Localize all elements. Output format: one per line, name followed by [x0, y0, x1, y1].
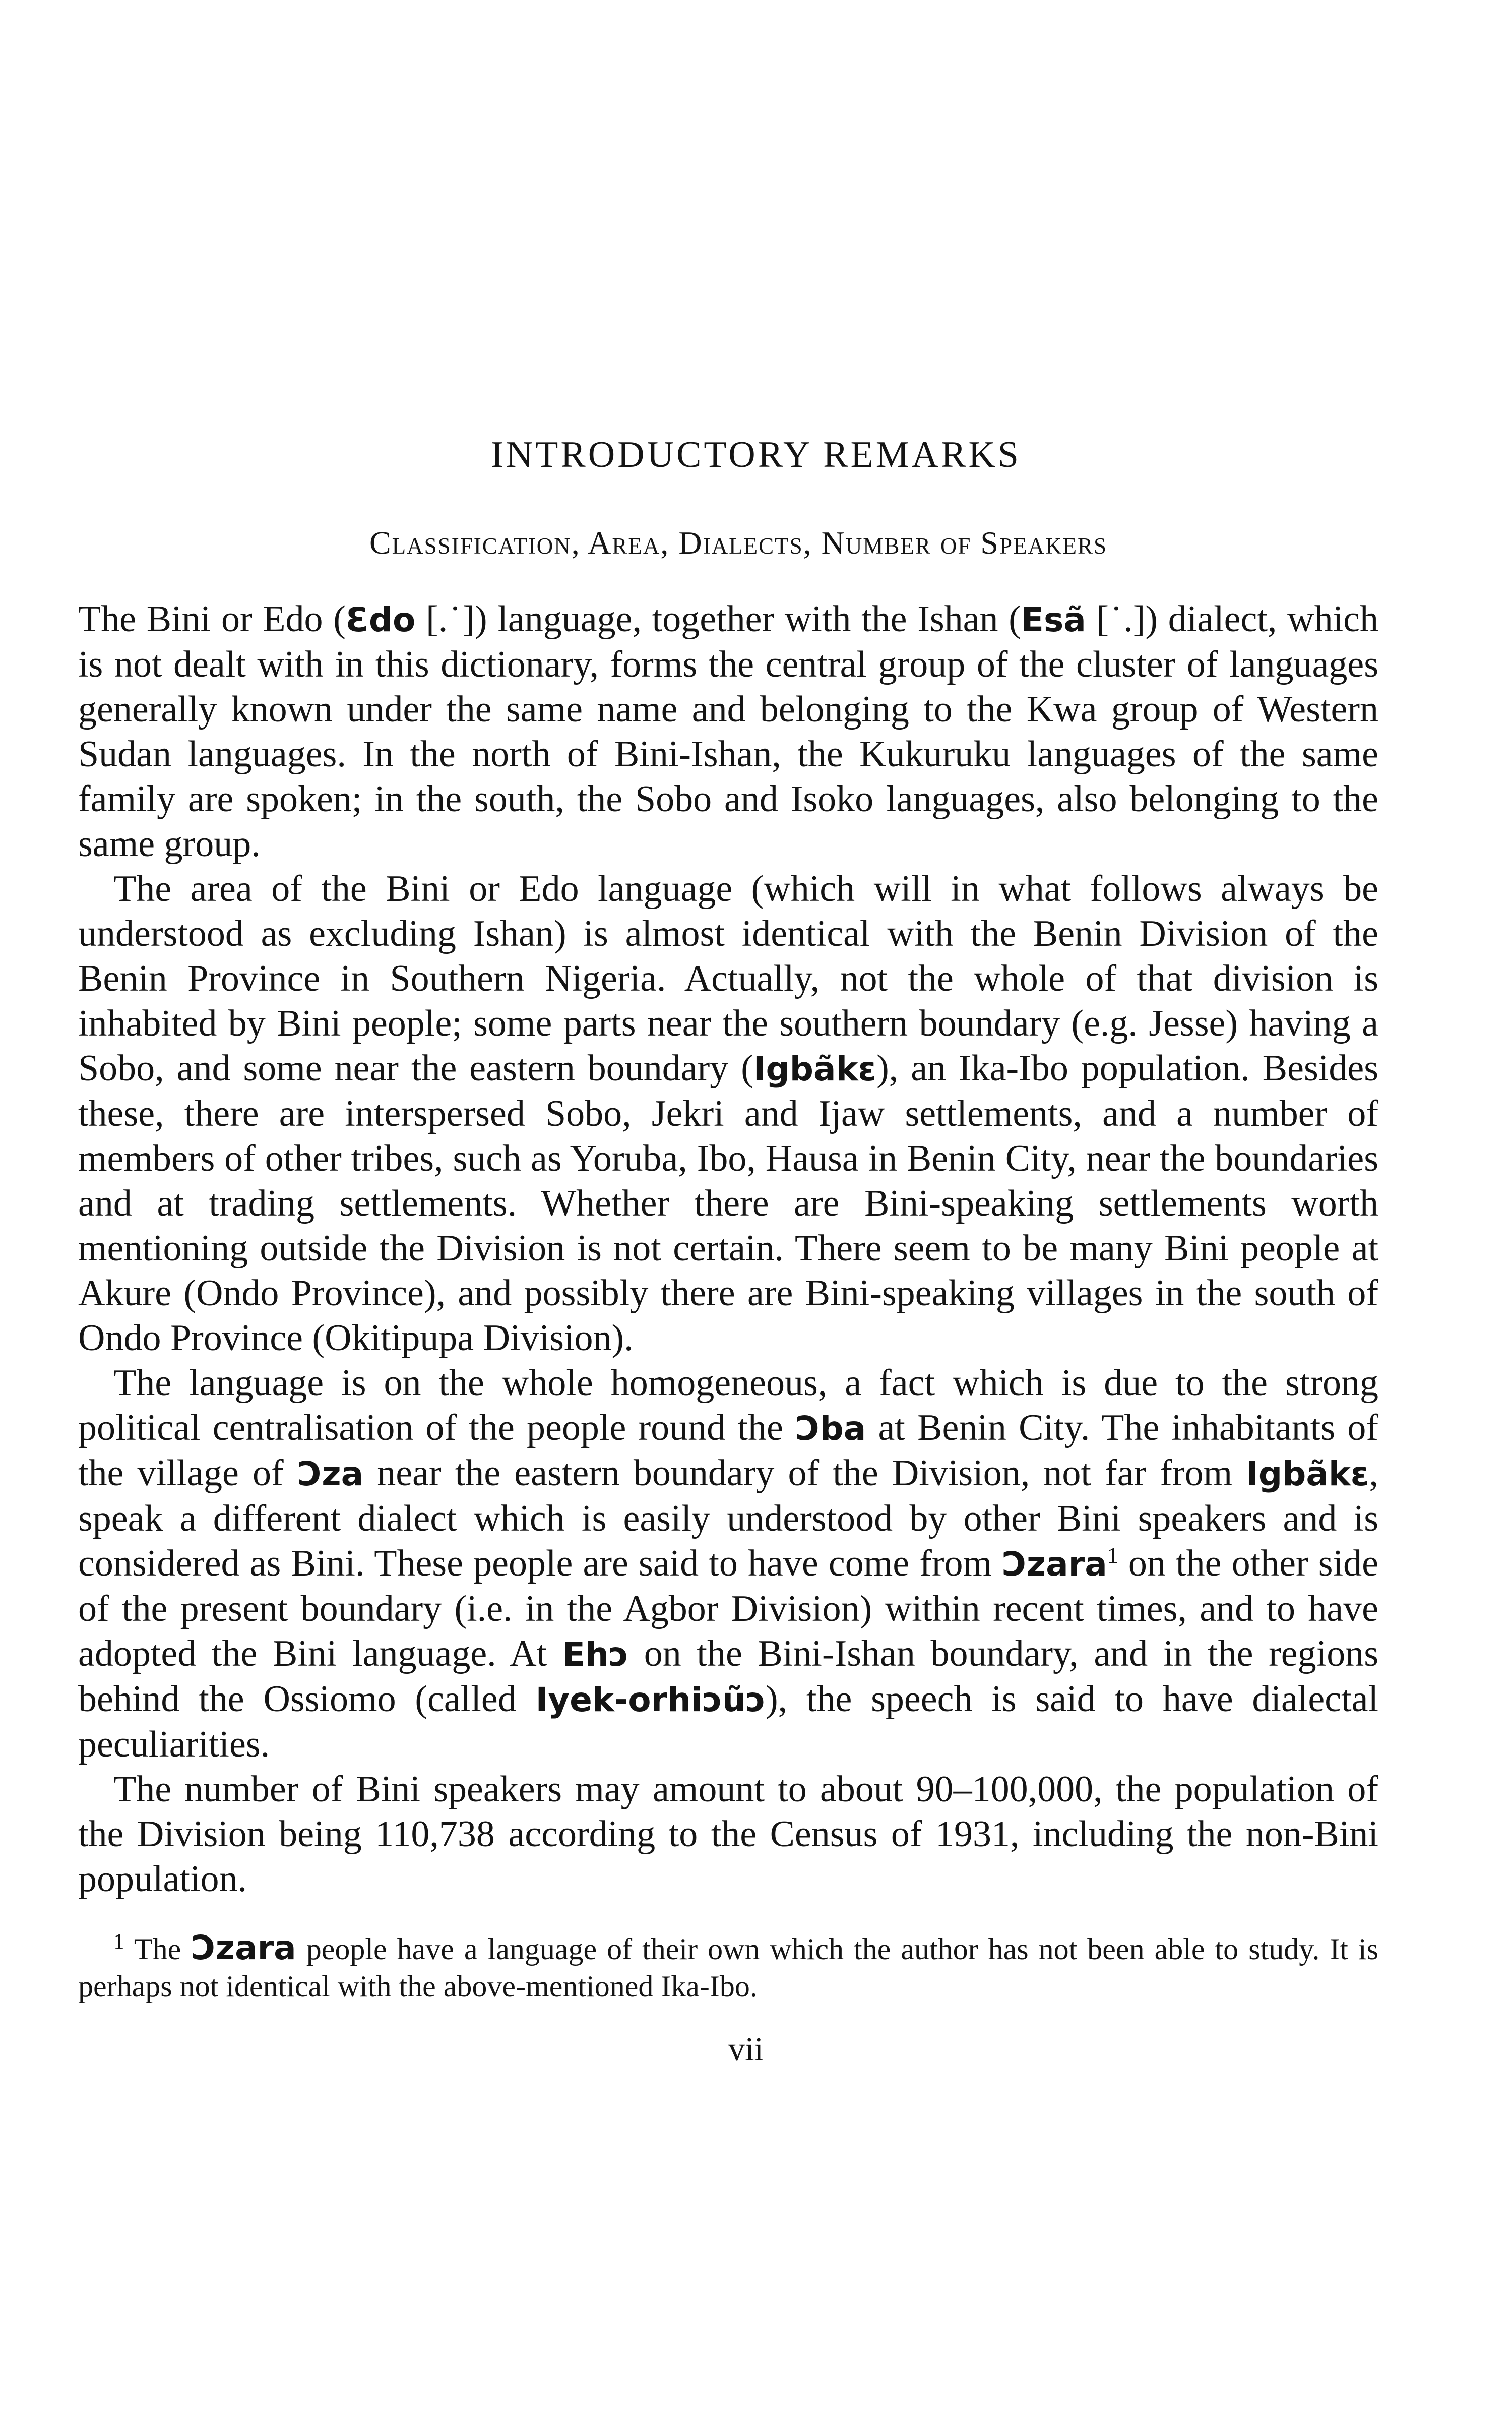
p3-text-e: on the other side of the present boundary (i.e. in the Agbor Division) within recent times, and to have adopted the Bini language. At — [78, 1543, 1378, 1674]
p1-text-a: The Bini or Edo ( — [78, 598, 346, 640]
paragraph-3 — [78, 1361, 1378, 1767]
term-iyek-orhiouo: Iyek-orhiɔũɔ — [535, 1680, 766, 1719]
p3-text-a: The language is on the whole homogeneous, a fact which is due to the strong political centralisation of the people round the — [78, 1362, 1378, 1448]
footnote — [78, 1929, 1378, 2005]
p1-text-b: [.˙]) language, together with the Ishan ( — [415, 598, 1021, 640]
paragraph-4: The number of Bini speakers may amount to about 90–100,000, the population of the Division being 110,738 according to the Census of 1931, including the non-Bini population. — [78, 1769, 1378, 1900]
term-esa: Esã — [1021, 600, 1086, 639]
p2-text-a: The area of the Bini or Edo language (which will in what follows always be understood as excluding Ishan) is almost identical with the Benin Division of the Benin Province in Southern Nigeria. Actually, not the whole of that division is inhabited by Bini people; some parts near the southern boundary (e.g. Jesse) having a Sobo, and some near the eastern boundary ( — [78, 868, 1378, 1089]
footnote-number: 1 — [113, 1929, 124, 1954]
p3-text-b: at Benin City. The inhabitants of the village of — [78, 1407, 1378, 1494]
section-subtitle: Classification, Area, Dialects, Number of Speakers — [369, 525, 1107, 561]
term-edo: Ɛdo — [345, 600, 416, 639]
term-ozara: Ɔzara — [1002, 1545, 1107, 1584]
term-igbake: Igbãkɛ — [753, 1050, 877, 1088]
p3-text-f: on the Bini-Ishan boundary, and in the regions behind the Ossiomo (called — [78, 1633, 1378, 1720]
p3-text-g: ), the speech is said to have dialectal peculiarities. — [78, 1678, 1378, 1765]
term-oba: Ɔba — [795, 1409, 866, 1448]
p3-text-d: , speak a different dialect which is easily understood by other Bini speakers and is considered as Bini. These people are said to have come from — [78, 1453, 1378, 1584]
footnote-term-ozara: Ɔzara — [191, 1928, 296, 1967]
term-eho: Ehɔ — [562, 1635, 629, 1674]
paragraph-2 — [78, 867, 1378, 1361]
page — [78, 434, 1378, 2069]
footnote-ref: 1 — [1107, 1543, 1118, 1568]
p1-text-c: [˙.]) dialect, which is not dealt with in this dictionary, forms the central group of the cluster of languages generally known under the same name and belonging to the Kwa group of Western Sudan languages. In the north of Bini-Ishan, the Kukuruku languages of the same family are spoken; in the south, the Sobo and Isoko languages, also belonging to the same group. — [78, 598, 1378, 865]
page-number: vii — [728, 2031, 764, 2068]
chapter-title: INTRODUCTORY REMARKS — [491, 434, 1021, 475]
term-oza: Ɔza — [297, 1455, 364, 1493]
p2-text-b: ), an Ika-Ibo population. Besides these, there are interspersed Sobo, Jekri and Ijaw settlements, and a number of members of other tribes, such as Yoruba, Ibo, Hausa in Benin City, near the boundaries and at trading settlements. Whether there are Bini-speaking settlements worth mentioning outside the Division is not certain. There seem to be many Bini people at Akure (Ondo Province), and possibly there are Bini-speaking villages in the south of Ondo Province (Okitipupa Division). — [78, 1048, 1378, 1359]
footnote-text-a: The — [124, 1932, 192, 1966]
term-igbake-2: Igbãkɛ — [1246, 1455, 1369, 1493]
paragraph-1 — [78, 597, 1378, 867]
footnote-text-b: people have a language of their own which the author has not been able to study. It is perhaps not identical with the above-mentioned Ika-Ibo. — [78, 1932, 1378, 2003]
p3-text-c: near the eastern boundary of the Division, not far from — [363, 1453, 1246, 1494]
